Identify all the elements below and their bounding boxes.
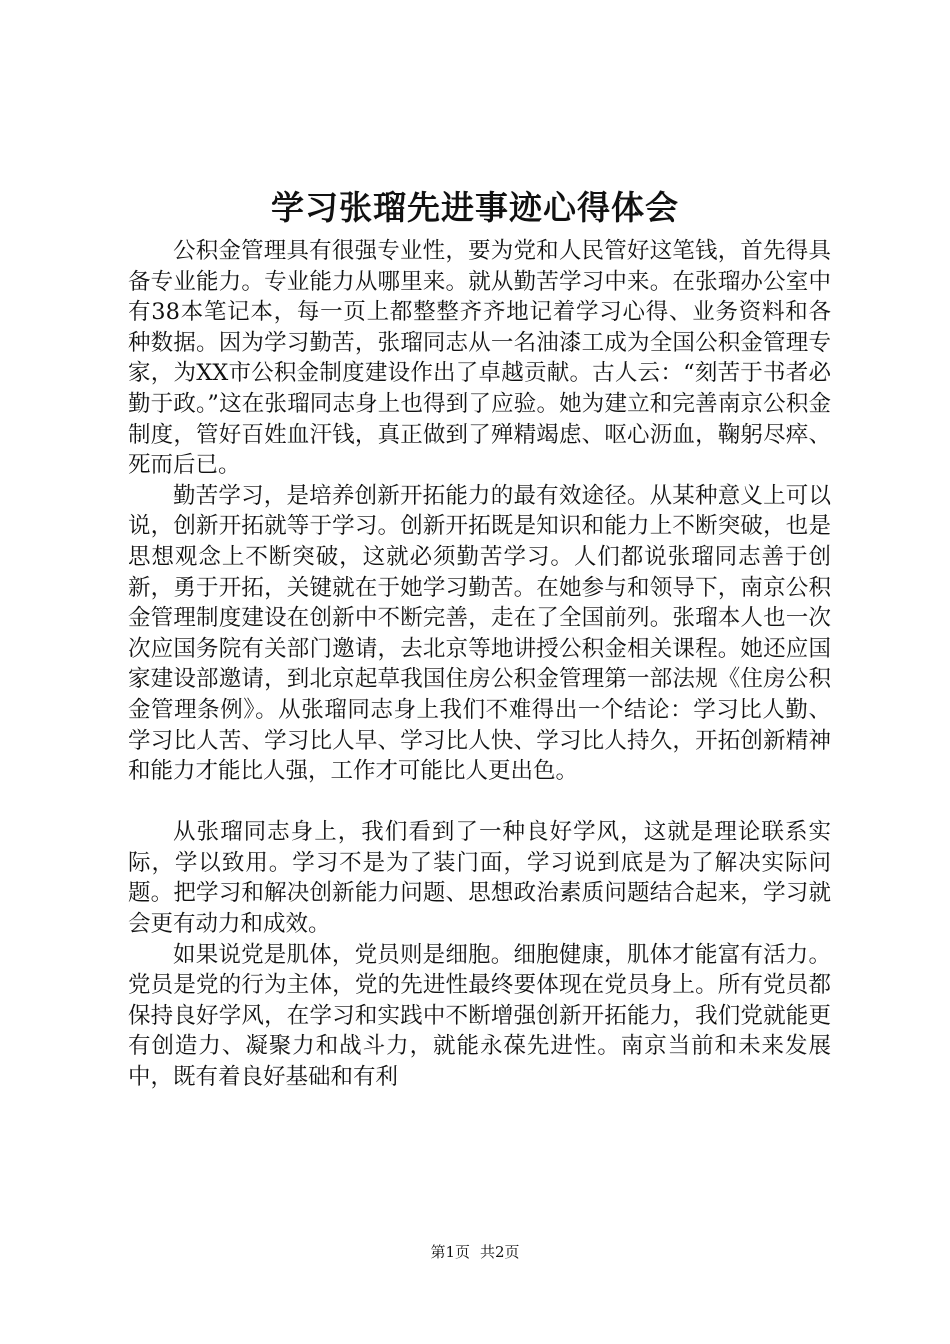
page-total: 共2页 [480, 1243, 520, 1261]
paragraph: 从张瑠同志身上，我们看到了一种良好学风，这就是理论联系实际，学以致用。学习不是为了装门面，学习说到底是为了解决实际问题。把学习和解决创新能力问题、思想政治素质问题结合起来，学习就会更有动力和成效。 [128, 819, 831, 938]
document-body [128, 236, 831, 1093]
document-title: 学习张瑠先进事迹心得体会 [271, 188, 679, 227]
paragraph: 勤苦学习，是培养创新开拓能力的最有效途径。从某种意义上可以说，创新开拓就等于学习。创新开拓既是知识和能力上不断突破，也是思想观念上不断突破，这就必须勤苦学习。人们都说张瑠同志善于创新，勇于开拓，关键就在于她学习勤苦。在她参与和领导下，南京公积金管理制度建设在创新中不断完善，走在了全国前列。张瑠本人也一次次应国务院有关部门邀请，去北京等地讲授公积金相关课程。她还应国家建设部邀请，到北京起草我国住房公积金管理第一部法规《住房公积金管理条例》。从张瑠同志身上我们不难得出一个结论：学习比人勤、学习比人苦、学习比人早、学习比人快、学习比人持久，开拓创新精神和能力才能比人强，工作才可能比人更出色。 [128, 482, 831, 785]
paragraph-spacer [128, 787, 831, 818]
paragraph: 如果说党是肌体，党员则是细胞。细胞健康，肌体才能富有活力。党员是党的行为主体，党的先进性最终要体现在党员身上。所有党员都保持良好学风，在学习和实践中不断增强创新开拓能力，我们党就能更有创造力、凝聚力和战斗力，就能永葆先进性。南京当前和未来发展中，既有着良好基础和有利 [128, 941, 831, 1091]
page-number: 第1页 [430, 1243, 470, 1261]
paragraph: 公积金管理具有很强专业性，要为党和人民管好这笔钱，首先得具备专业能力。专业能力从哪里来。就从勤苦学习中来。在张瑠办公室中有38本笔记本，每一页上都整整齐齐地记着学习心得、业务资料和各种数据。因为学习勤苦，张瑠同志从一名油漆工成为全国公积金管理专家，为XX市公积金制度建设作出了卓越贡献。古人云：“刻苦于书者必勤于政。”这在张瑠同志身上也得到了应验。她为建立和完善南京公积金制度，管好百姓血汗钱，真正做到了殚精竭虑、呕心沥血，鞠躬尽瘁、死而后已。 [128, 238, 831, 479]
page-footer [0, 1242, 950, 1262]
